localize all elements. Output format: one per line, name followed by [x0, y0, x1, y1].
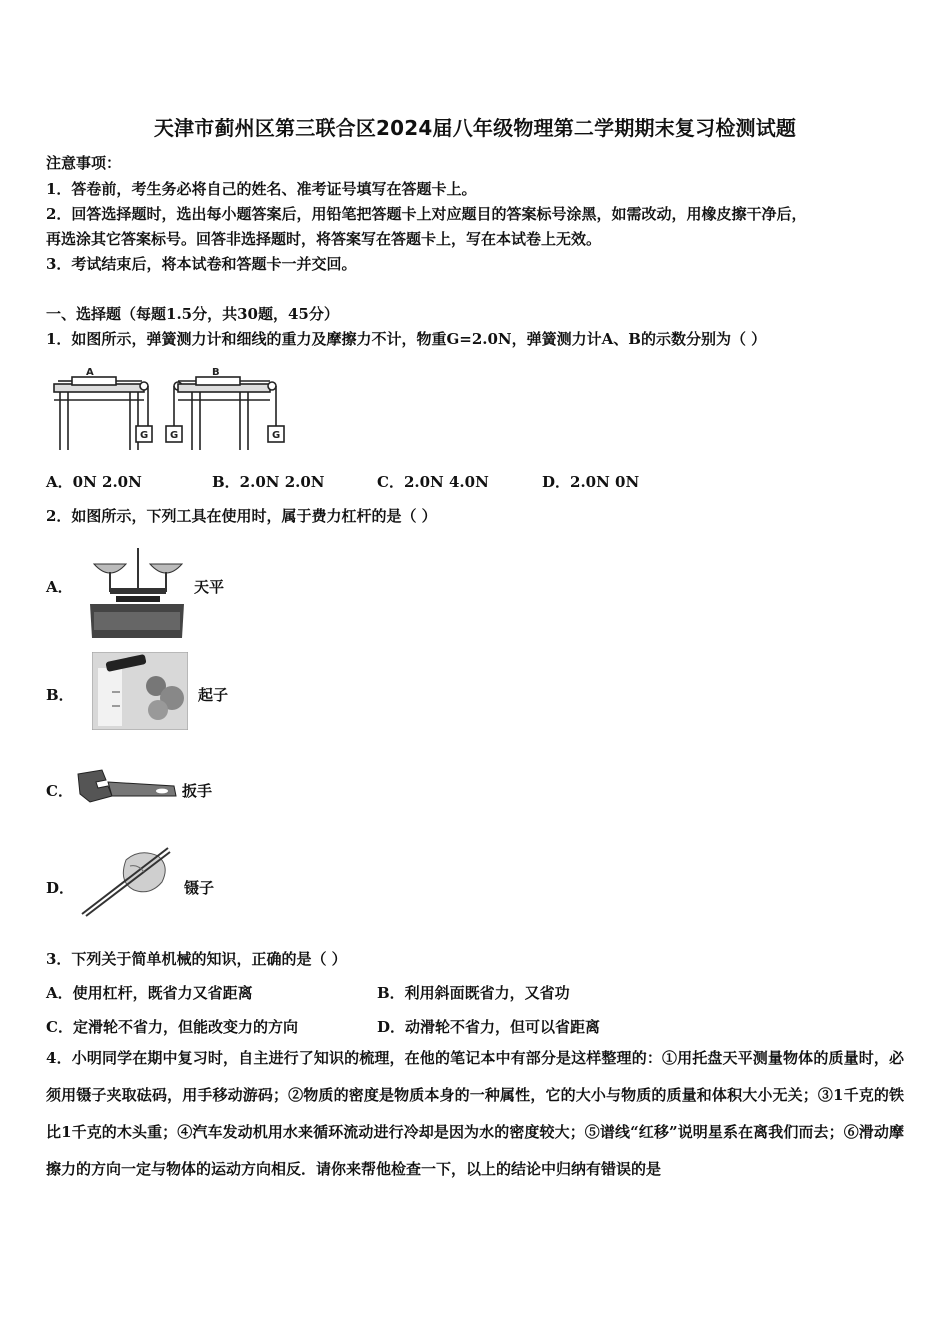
- q2-option-b-letter: B．: [46, 686, 74, 704]
- scale-a-label: A: [86, 367, 94, 378]
- notice-item-1: 1．答卷前，考生务必将自己的姓名、准考证号填写在答题卡上。: [46, 180, 477, 198]
- wrench-image: [72, 766, 178, 810]
- notice-item-2: 2．回答选择题时，选出每小题答案后，用铅笔把答题卡上对应题目的答案标号涂黑，如需改动，用橡皮擦干净后，: [46, 205, 807, 223]
- question-3-stem: 3．下列关于简单机械的知识，正确的是（ ）: [46, 950, 347, 968]
- q3-option-a: A．使用杠杆，既省力又省距离: [46, 984, 253, 1002]
- q1-option-c: C．2.0N 4.0N: [377, 473, 489, 491]
- weight-g-left: G: [140, 430, 149, 441]
- notice-item-2-cont: 再选涂其它答案标号。回答非选择题时，将答案写在答题卡上，写在本试卷上无效。: [46, 230, 602, 248]
- q3-option-c: C．定滑轮不省力，但能改变力的方向: [46, 1018, 298, 1036]
- page-title: 天津市蓟州区第三联合区2024届八年级物理第二学期期末复习检测试题: [153, 116, 797, 140]
- q2-option-d-letter: D．: [46, 879, 75, 897]
- spring-scale-figure: [50, 364, 290, 456]
- q2-option-a-name: 天平: [194, 578, 225, 596]
- q2-option-c-letter: C．: [46, 782, 73, 800]
- q1-option-d: D．2.0N 0N: [542, 473, 640, 491]
- q2-option-d-name: 镊子: [184, 879, 215, 897]
- q3-option-d: D．动滑轮不省力，但可以省距离: [377, 1018, 601, 1036]
- bottle-opener-image: [92, 652, 188, 730]
- notice-heading: 注意事项：: [46, 154, 122, 172]
- question-1-stem: 1．如图所示，弹簧测力计和细线的重力及摩擦力不计，物重G=2.0N，弹簧测力计A、B的示数分别为（ ）: [46, 330, 767, 348]
- question-2-stem: 2．如图所示，下列工具在使用时，属于费力杠杆的是（ ）: [46, 507, 437, 525]
- weight-g-mid: G: [170, 430, 179, 441]
- tweezers-image: [78, 842, 178, 918]
- weight-g-right: G: [272, 430, 281, 441]
- q2-option-a-letter: A．: [46, 578, 73, 596]
- notice-item-3: 3．考试结束后，将本试卷和答题卡一并交回。: [46, 255, 357, 273]
- section-heading: 一、选择题（每题1.5分，共30题，45分）: [46, 305, 339, 323]
- q2-option-b-name: 起子: [198, 686, 229, 704]
- balance-image: [86, 542, 190, 642]
- q2-option-c-name: 扳手: [182, 782, 213, 800]
- q1-option-a: A．0N 2.0N: [46, 473, 142, 491]
- q3-option-b: B．利用斜面既省力，又省功: [377, 984, 570, 1002]
- question-4-text: 4．小明同学在期中复习时，自主进行了知识的梳理，在他的笔记本中有部分是这样整理的：①用托盘天平测量物体的质量时，必须用镊子夹取砝码，用手移动游码；②物质的密度是物质本身的一种属性，它的大小与物质的质量和体积大小无关；③1千克的铁比1千克的木头重；④汽车发动机用水来循环流动进行冷却是因为水的密度较大；⑤谱线“红移”说明星系在离我们而去；⑥滑动摩擦力的方向一定与物体的运动方向相反．请你来帮他检查一下，以上的结论中归纳有错误的是: [46, 1049, 904, 1178]
- q1-option-b: B．2.0N 2.0N: [212, 473, 325, 491]
- scale-b-label: B: [212, 367, 220, 378]
